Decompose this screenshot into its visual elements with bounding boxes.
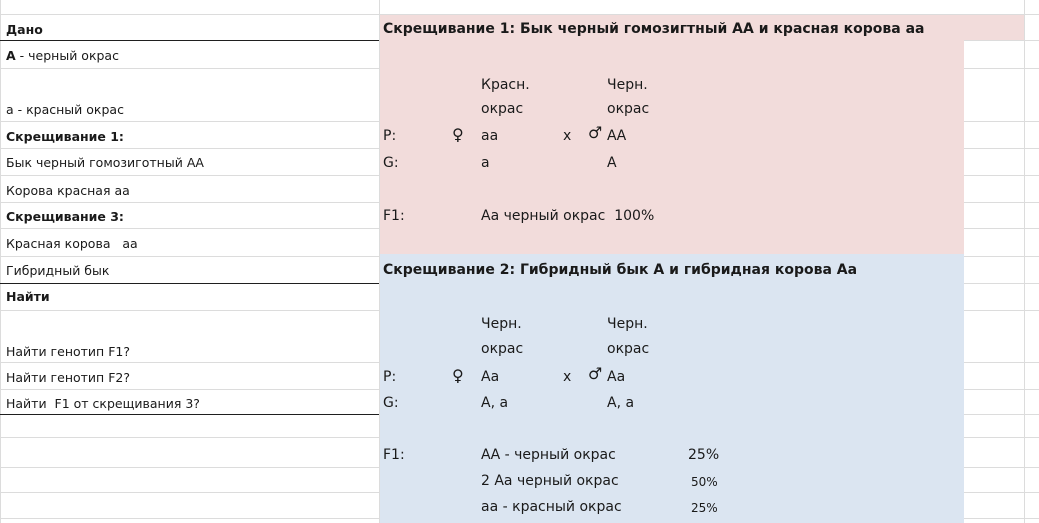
grid-hline: [964, 121, 1039, 122]
female-icon: ♀: [452, 125, 464, 144]
cross2-result2-pct: 50%: [691, 475, 718, 489]
cross2-result3-pct: 25%: [691, 501, 718, 515]
cross2-g-male: А, а: [607, 395, 635, 411]
cross1-title-fill: [964, 14, 1024, 40]
grid-hline: [0, 14, 1039, 15]
grid-hline: [964, 518, 1039, 519]
cross1-col2-line2: окрас: [607, 101, 650, 117]
cross2-x-sign: х: [563, 369, 572, 385]
grid-hline: [0, 202, 379, 203]
grid-hline: [964, 68, 1039, 69]
cross2-title: Скрещивание 2: Гибридный бык А и гибридная корова Аа: [383, 262, 858, 278]
grid-hline: [0, 518, 379, 519]
grid-vline: [379, 0, 380, 523]
grid-hline: [964, 467, 1039, 468]
cross2-col1-line2: окрас: [481, 341, 524, 357]
cross2-g-label: G:: [383, 395, 399, 411]
cross1-f1-label: F1:: [383, 208, 405, 224]
given-cross1-header: Скрещивание 1:: [6, 129, 124, 144]
grid-hline: [964, 492, 1039, 493]
cross1-g-female: а: [481, 155, 490, 171]
cross2-p-label: P:: [383, 369, 397, 385]
given-dominant-letter: А: [6, 48, 16, 63]
grid-hline: [964, 202, 1039, 203]
grid-hline: [964, 256, 1039, 257]
grid-hline: [0, 68, 379, 69]
cross2-result1-pct: 25%: [688, 447, 720, 463]
grid-hline: [0, 437, 379, 438]
grid-vline: [1024, 0, 1025, 523]
cross1-g-label: G:: [383, 155, 399, 171]
grid-hline: [964, 228, 1039, 229]
find-q3: Найти F1 от скрещивания 3?: [6, 396, 200, 411]
grid-hline: [0, 121, 379, 122]
cross1-col1-line1: Красн.: [481, 77, 530, 93]
cross2-p-male: Аа: [607, 369, 626, 385]
grid-hline: [964, 310, 1039, 311]
grid-hline: [0, 492, 379, 493]
find-q2: Найти генотип F2?: [6, 370, 130, 385]
cross2-fill: [379, 254, 964, 523]
grid-hline: [964, 414, 1039, 415]
cross2-col1-line1: Черн.: [481, 316, 522, 332]
find-header: Найти: [6, 289, 50, 304]
cross1-f1-result: Аа черный окрас 100%: [481, 208, 655, 224]
cross1-col2-line1: Черн.: [607, 77, 648, 93]
cross2-f1-label: F1:: [383, 447, 405, 463]
grid-hline: [0, 310, 379, 311]
grid-hline-border: [0, 40, 379, 41]
grid-hline: [964, 389, 1039, 390]
male-icon: ♂: [588, 364, 603, 383]
cross2-col2-line1: Черн.: [607, 316, 648, 332]
given-cow3: Красная корова аа: [6, 236, 138, 251]
cross2-result3-text: аа - красный окрас: [481, 499, 622, 515]
cross2-result2-text: 2 Аа черный окрас: [481, 473, 619, 489]
cross1-x-sign: х: [563, 128, 572, 144]
cross1-p-female: аа: [481, 128, 499, 144]
grid-hline: [0, 228, 379, 229]
given-bull3: Гибридный бык: [6, 263, 110, 278]
male-icon: ♂: [588, 123, 603, 142]
grid-hline-border: [0, 283, 379, 284]
grid-vline: [0, 0, 1, 523]
grid-hline: [0, 175, 379, 176]
cross2-col2-line2: окрас: [607, 341, 650, 357]
grid-hline: [0, 389, 379, 390]
given-dominant-allele: [6, 48, 119, 64]
grid-hline: [964, 283, 1039, 284]
grid-hline: [964, 437, 1039, 438]
cross2-result1-text: АА - черный окрас: [481, 447, 616, 463]
given-cross3-header: Скрещивание 3:: [6, 209, 124, 224]
grid-hline: [964, 362, 1039, 363]
given-dominant-text: - черный окрас: [15, 48, 119, 63]
cross1-title: Скрещивание 1: Бык черный гомозигтный АА и красная корова аа: [383, 21, 925, 37]
cross2-g-female: А, а: [481, 395, 509, 411]
given-header: Дано: [6, 22, 43, 37]
given-bull1: Бык черный гомозиготный АА: [6, 155, 204, 170]
grid-hline: [0, 467, 379, 468]
grid-hline-border: [0, 414, 379, 415]
given-cow1: Корова красная аа: [6, 183, 130, 198]
grid-hline: [0, 148, 379, 149]
cross1-p-male: АА: [607, 128, 627, 144]
cross2-p-female: Аа: [481, 369, 500, 385]
female-icon: ♀: [452, 366, 464, 385]
grid-hline: [964, 40, 1039, 41]
grid-hline: [964, 148, 1039, 149]
cross1-col1-line2: окрас: [481, 101, 524, 117]
grid-hline: [0, 362, 379, 363]
given-recessive-allele: а - красный окрас: [6, 102, 124, 117]
cross1-fill: [379, 14, 964, 254]
grid-hline: [964, 175, 1039, 176]
find-q1: Найти генотип F1?: [6, 344, 130, 359]
cross1-p-label: P:: [383, 128, 397, 144]
cross1-g-male: А: [607, 155, 617, 171]
grid-hline: [0, 256, 379, 257]
